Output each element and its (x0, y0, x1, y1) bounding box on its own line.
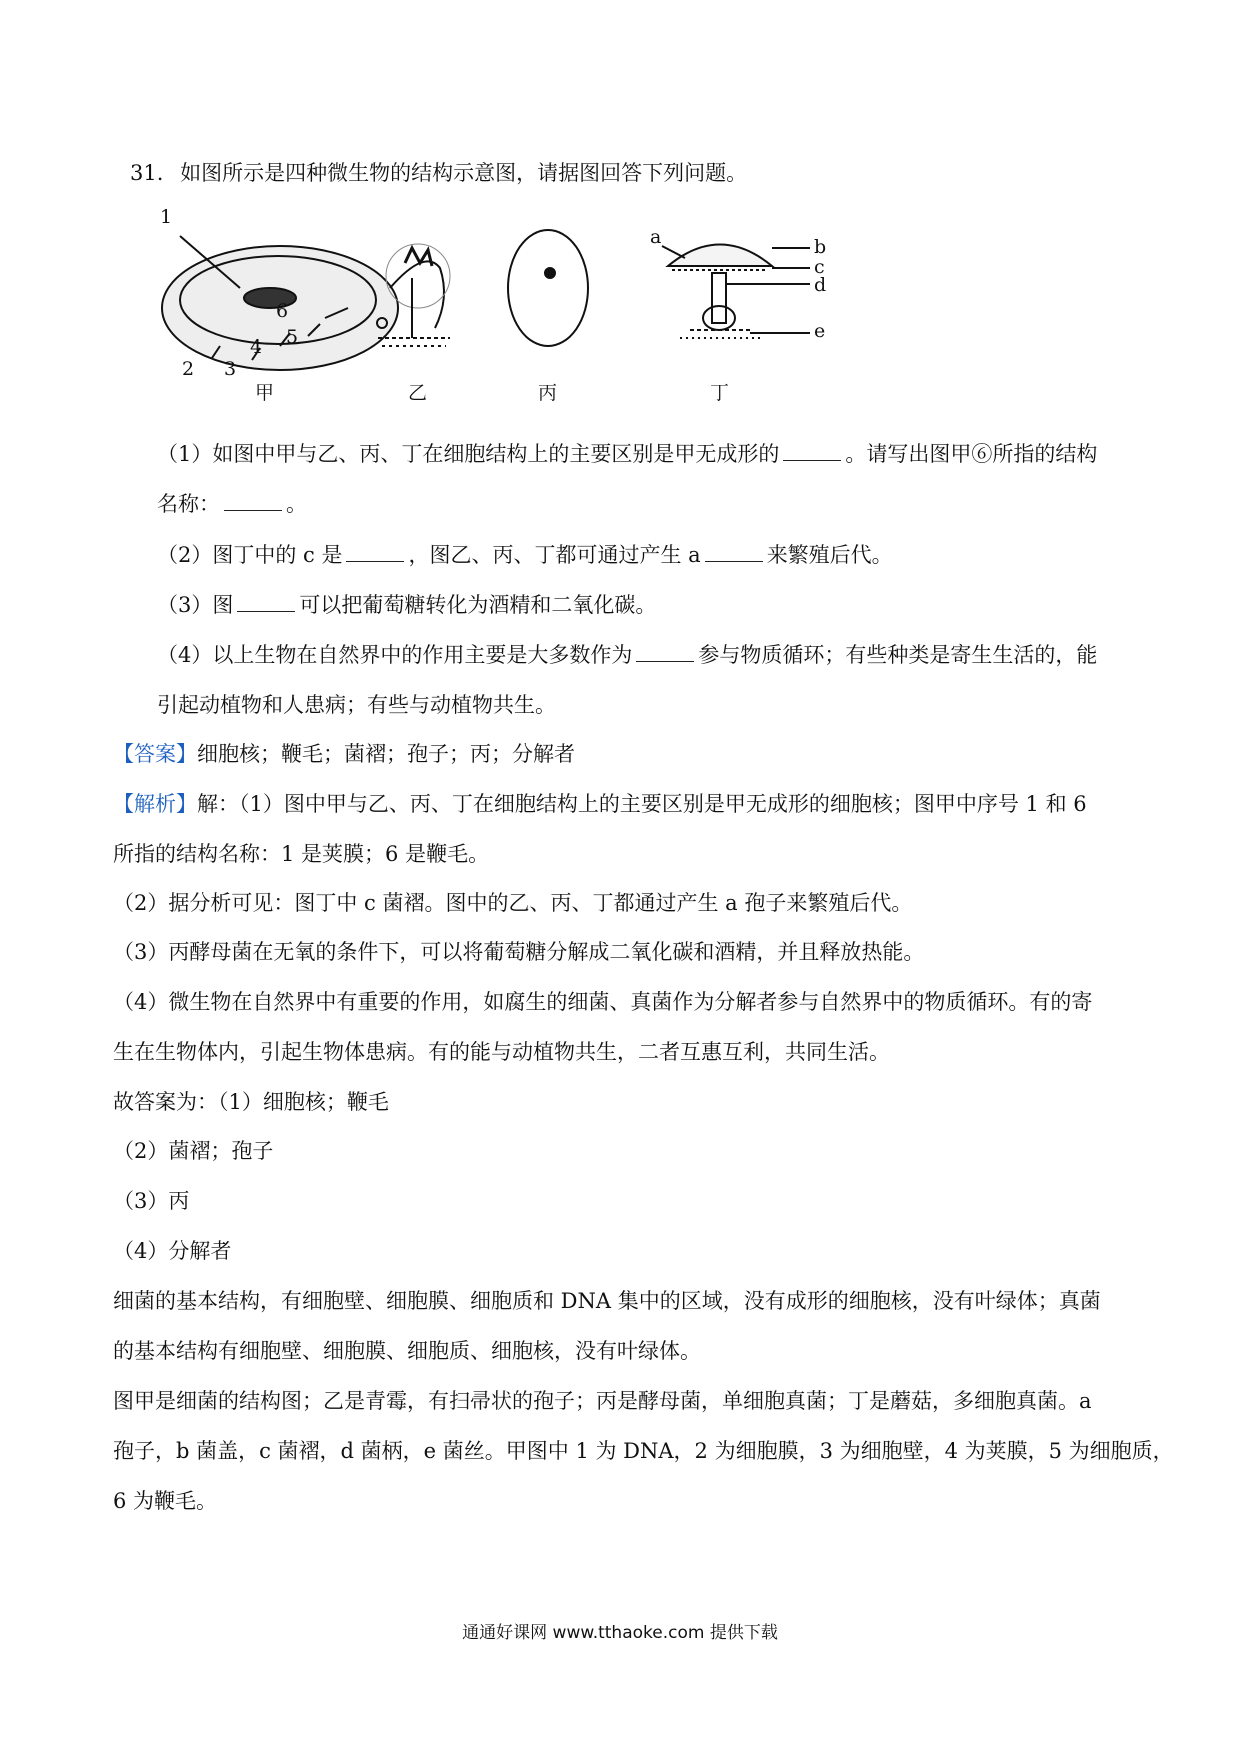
analysis-line-7: 故答案为：（1）细胞核；鞭毛 (113, 1090, 389, 1114)
analysis-line-4: （3）丙酵母菌在无氧的条件下，可以将葡萄糖分解成二氧化碳和酒精，并且释放热能。 (113, 940, 925, 964)
sub-question-1-cont: 名称： 。 (157, 492, 307, 516)
sub-question-4-cont: 引起动植物和人患病；有些与动植物共生。 (157, 693, 556, 717)
label-5: 5 (286, 326, 299, 348)
analysis-line-1: 【解析】解：（1）图中甲与乙、丙、丁在细胞结构上的主要区别是甲无成形的细胞核；图甲中序号 1 和 6 (113, 792, 1087, 816)
label-e: e (814, 320, 826, 342)
label-4: 4 (250, 336, 263, 358)
answer-blank[interactable] (237, 597, 295, 612)
microorganism-figure (150, 206, 1050, 408)
analysis-line-5: （4）微生物在自然界中有重要的作用，如腐生的细菌、真菌作为分解者参与自然界中的物质循环。有的寄 (113, 990, 1093, 1014)
label-jia: 甲 (255, 382, 275, 404)
analysis-tag: 【解析】 (113, 792, 197, 816)
analysis-line-9: （3）丙 (113, 1189, 190, 1213)
sub-question-1: （1）如图中甲与乙、丙、丁在细胞结构上的主要区别是甲无成形的 。请写出图甲⑥所指的结构 (157, 442, 1098, 466)
answer-text: 细胞核；鞭毛；菌褶；孢子；丙；分解者 (197, 742, 575, 766)
question-stem (130, 163, 747, 184)
sub-question-2: （2）图丁中的 c 是 ，图乙、丙、丁都可通过产生 a 来繁殖后代。 (157, 543, 893, 567)
mushroom-drawing (662, 245, 810, 339)
answer-blank[interactable] (346, 547, 404, 562)
answer-blank[interactable] (224, 496, 282, 511)
analysis-line-10: （4）分解者 (113, 1239, 232, 1263)
label-d: d (814, 274, 827, 296)
yeast-drawing (508, 230, 588, 346)
analysis-line-8: （2）菌褶；孢子 (113, 1139, 274, 1163)
analysis-line-11: 细菌的基本结构，有细胞壁、细胞膜、细胞质和 DNA 集中的区域，没有成形的细胞核，没有叶绿体；真菌 (113, 1289, 1101, 1313)
page-footer: 通通好课网 www.tthaoke.com 提供下载 (462, 1623, 778, 1643)
label-1: 1 (160, 206, 173, 228)
label-yi: 乙 (408, 382, 428, 404)
analysis-line-13: 图甲是细菌的结构图；乙是青霉，有扫帚状的孢子；丙是酵母菌，单细胞真菌；丁是蘑菇，多细胞真菌。a (113, 1389, 1092, 1413)
analysis-line-2: 所指的结构名称：1 是荚膜；6 是鞭毛。 (113, 842, 490, 866)
label-6: 6 (276, 300, 289, 322)
answer-blank[interactable] (636, 647, 694, 662)
question-number: 31. (130, 161, 164, 185)
question-text: 如图所示是四种微生物的结构示意图，请据图回答下列问题。 (180, 161, 748, 185)
sub-question-3: （3）图 可以把葡萄糖转化为酒精和二氧化碳。 (157, 593, 657, 617)
label-2: 2 (182, 358, 195, 380)
label-bing: 丙 (538, 382, 558, 404)
answer-blank[interactable] (705, 547, 763, 562)
answer-line (113, 744, 575, 765)
label-c: c (814, 256, 825, 278)
label-a: a (650, 226, 662, 248)
analysis-line-6: 生在生物体内，引起生物体患病。有的能与动植物共生，二者互惠互利，共同生活。 (113, 1040, 890, 1064)
sub-question-4: （4）以上生物在自然界中的作用主要是大多数作为 参与物质循环；有些种类是寄生生活的，能 (157, 643, 1098, 667)
answer-tag: 【答案】 (113, 742, 197, 766)
analysis-line-12: 的基本结构有细胞壁、细胞膜、细胞质、细胞核，没有叶绿体。 (113, 1339, 701, 1363)
answer-blank[interactable] (783, 446, 841, 461)
analysis-line-15: 6 为鞭毛。 (113, 1489, 218, 1513)
label-b: b (814, 236, 827, 258)
label-ding: 丁 (710, 382, 730, 404)
label-3: 3 (224, 358, 237, 380)
analysis-line-3: （2）据分析可见：图丁中 c 菌褶。图中的乙、丙、丁都通过产生 a 孢子来繁殖后代。 (113, 891, 913, 915)
analysis-line-14: 孢子，b 菌盖，c 菌褶，d 菌柄，e 菌丝。甲图中 1 为 DNA，2 为细胞膜，3 为细胞壁，4 为荚膜，5 为细胞质， (113, 1439, 1174, 1463)
